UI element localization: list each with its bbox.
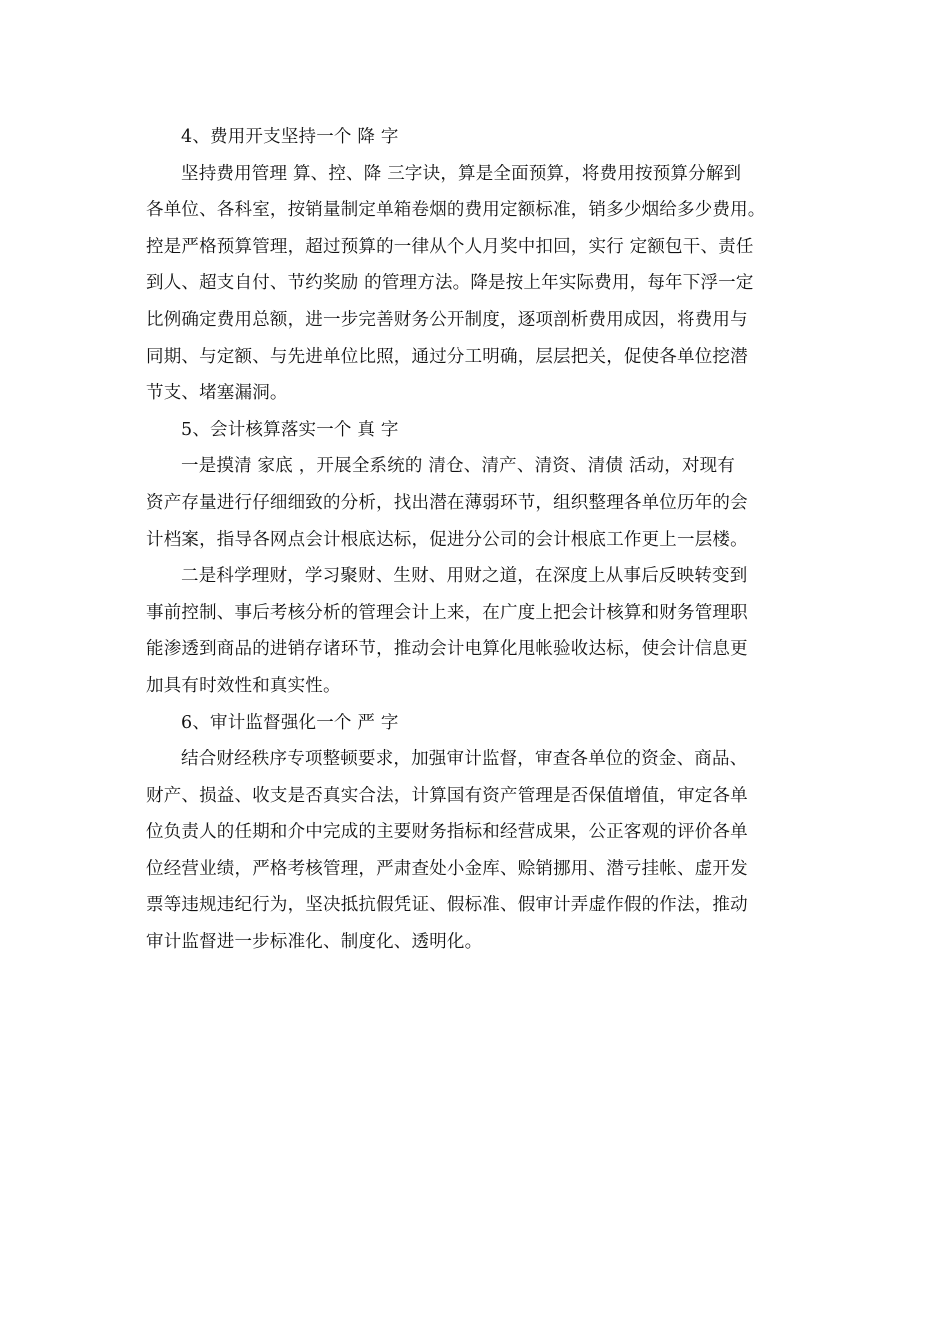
paragraph-line: 位负责人的任期和介中完成的主要财务指标和经营成果，公正客观的评价各单 [146,822,748,843]
paragraph-line: 节支、堵塞漏洞。 [146,383,288,404]
heading-expense-control: 4、费用开支坚持一个 降 字 [181,127,399,147]
paragraph-line: 位经营业绩，严格考核管理，严肃查处小金库、赊销挪用、潜亏挂帐、虚开发 [146,858,748,879]
paragraph-line: 资产存量进行仔细细致的分析，找出潜在薄弱环节，组织整理各单位历年的会 [146,492,748,513]
paragraph-line: 计档案，指导各网点会计根底达标，促进分公司的会计根底工作更上一层楼。 [146,529,748,550]
paragraph-line: 事前控制、事后考核分析的管理会计上来，在广度上把会计核算和财务管理职 [146,602,748,623]
paragraph-line: 同期、与定额、与先进单位比照，通过分工明确，层层把关，促使各单位挖潜 [146,346,748,367]
paragraph-line: 控是严格预算管理，超过预算的一律从个人月奖中扣回，实行 定额包干、责任 [146,236,754,257]
paragraph-line: 坚持费用管理 算、控、降 三字诀，算是全面预算，将费用按预算分解到 [181,163,742,184]
paragraph-line: 各单位、各科室，按销量制定单箱卷烟的费用定额标准，销多少烟给多少费用。 [146,200,766,221]
heading-audit: 6、审计监督强化一个 严 字 [181,712,399,733]
paragraph-line: 审计监督进一步标准化、制度化、透明化。 [146,932,483,953]
paragraph-line: 结合财经秩序专项整顿要求，加强审计监督，审查各单位的资金、商品、 [181,749,748,770]
paragraph-line: 财产、损益、收支是否真实合法，计算国有资产管理是否保值增值，审定各单 [146,785,748,806]
paragraph-line: 到人、超支自付、节约奖励 的管理方法。降是按上年实际费用，每年下浮一定 [146,273,754,294]
paragraph-line: 二是科学理财，学习聚财、生财、用财之道，在深度上从事后反映转变到 [181,566,748,587]
heading-accounting: 5、会计核算落实一个 真 字 [181,419,399,440]
paragraph-line: 加具有时效性和真实性。 [146,675,341,696]
paragraph-line: 比例确定费用总额，进一步完善财务公开制度，逐项剖析费用成因，将费用与 [146,309,748,330]
paragraph-line: 一是摸清 家底 ，开展全系统的 清仓、清产、清资、清债 活动，对现有 [181,456,736,477]
document-body [146,119,806,961]
paragraph-line: 票等违规违纪行为，坚决抵抗假凭证、假标准、假审计弄虚作假的作法，推动 [146,895,748,916]
paragraph-line: 能渗透到商品的进销存诸环节，推动会计电算化甩帐验收达标，使会计信息更 [146,639,748,660]
